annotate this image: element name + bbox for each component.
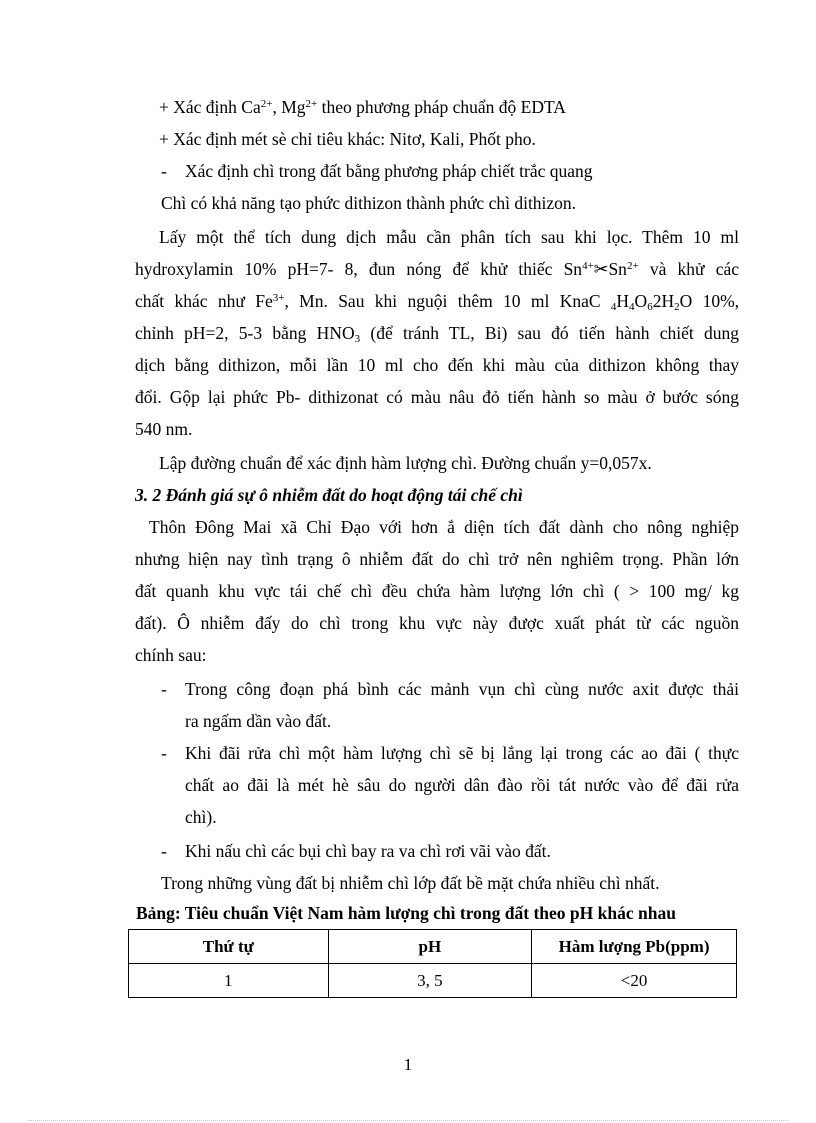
scissors-icon: ✂	[593, 259, 609, 279]
section-para-line-5: chính sau:	[135, 645, 207, 665]
text: H	[616, 291, 630, 311]
page-number: 1	[403, 1055, 413, 1074]
table-cell: <20	[532, 964, 737, 998]
bullet-dash: -	[161, 161, 167, 181]
method-lead-label: Xác định chì trong đất bằng phương pháp chiết trắc quang	[185, 161, 593, 181]
bullet-dash: -	[161, 743, 167, 763]
text: chỉnh pH=2, 5-3 bằng HNO	[135, 323, 355, 343]
text: O	[634, 291, 648, 311]
table-header-cell: pH	[328, 930, 532, 964]
table-header-row	[129, 930, 737, 964]
method-ca-mg-text: + Xác định Ca	[159, 97, 261, 117]
bullet-1-line-2: ra ngấm dần vào đất.	[185, 711, 332, 731]
superscript: 3+	[272, 292, 285, 304]
subscript: 4	[610, 301, 617, 313]
procedure-line-4	[135, 321, 739, 345]
bullet-2-line-1: Khi đãi rửa chì một hàm lượng chì sẽ bị lắng lại trong các ao đãi ( thực	[185, 743, 739, 763]
closing-sentence: Trong những vùng đất bị nhiễm chì lớp đất bề mặt chứa nhiều chì nhất.	[161, 873, 660, 893]
text: (để tránh TL, Bi) sau đó tiến hành chiết dung	[360, 323, 739, 343]
table-header-cell: Hàm lượng Pb(ppm)	[532, 930, 737, 964]
table-cell: 3, 5	[328, 964, 532, 998]
procedure-line-1: Lấy một thể tích dung dịch mẫu cần phân tích sau khi lọc. Thêm 10 ml	[159, 227, 739, 247]
subscript: 6	[647, 301, 653, 313]
superscript: 2+	[260, 98, 273, 110]
procedure-line-5: dịch bằng dithizon, mỗi lần 10 ml cho đến khi màu của dithizon không thay	[135, 355, 739, 375]
text: và khử các	[638, 259, 739, 279]
method-ca-mg-mid: , Mg	[272, 97, 306, 117]
subscript: 3	[354, 333, 361, 345]
subscript: 2	[674, 301, 680, 313]
text: , Mn. Sau khi nguội thêm 10 ml KnaC	[284, 291, 611, 311]
section-para-line-2: nhưng hiện nay tình trạng ô nhiễm đất do chì trở nên nghiêm trọng. Phần lớn	[135, 549, 739, 569]
bullet-dash: -	[161, 841, 167, 861]
section-para-line-1: Thôn Đông Mai xã Chỉ Đạo với hơn ắ diện tích đất dành cho nông nghiệp	[149, 517, 739, 537]
method-lead-desc: Chì có khả năng tạo phức dithizon thành phức chì dithizon.	[161, 193, 577, 213]
page-bottom-rule	[28, 1120, 788, 1121]
procedure-line-6: đổi. Gộp lại phức Pb- dithizonat có màu nâu đỏ tiến hành so màu ở bước sóng	[135, 387, 739, 407]
bullet-dash: -	[161, 679, 167, 699]
bullet-2-line-2: chất ao đãi là mét hè sâu do người dân đào rồi tát nước vào để đãi rửa	[185, 775, 739, 795]
bullet-3-line-1: Khi nấu chì các bụi chì bay ra va chì rơi vãi vào đất.	[185, 841, 551, 861]
procedure-line-3	[135, 289, 739, 313]
procedure-line-7: 540 nm.	[135, 419, 193, 439]
table-cell: 1	[129, 964, 329, 998]
text: O 10%,	[679, 291, 740, 311]
standards-table	[128, 929, 737, 998]
text: hydroxylamin 10% pH=7- 8, đun nóng để khử thiếc Sn	[135, 259, 583, 279]
subscript: 4	[629, 301, 635, 313]
text: chất khác như Fe	[135, 291, 273, 311]
section-heading: 3. 2 Đánh giá sự ô nhiễm đất do hoạt động tái chế chì	[135, 485, 523, 505]
procedure-line-2	[135, 257, 739, 281]
superscript: 4+	[582, 260, 594, 272]
method-ca-mg-line	[159, 95, 566, 119]
procedure-line-8: Lập đường chuẩn để xác định hàm lượng chì. Đường chuẩn y=0,057x.	[159, 453, 652, 473]
method-ca-mg-tail: theo phương pháp chuẩn độ EDTA	[317, 97, 566, 117]
superscript: 2+	[305, 98, 318, 110]
section-para-line-3: đất quanh khu vực tái chế chì đều chứa hàm lượng lớn chì ( > 100 mg/ kg	[135, 581, 739, 601]
text: Sn	[608, 259, 627, 279]
superscript: 2+	[626, 260, 639, 272]
table-caption: Bảng: Tiêu chuẩn Việt Nam hàm lượng chì trong đất theo pH khác nhau	[136, 903, 676, 923]
bullet-2-line-3: chì).	[185, 807, 217, 827]
section-para-line-4: đất). Ô nhiễm đấy do chì trong khu vực này được xuất phát từ các nguồn	[135, 613, 739, 633]
text: 2H	[652, 291, 675, 311]
table-row	[129, 964, 737, 998]
bullet-1-line-1: Trong công đoạn phá bình các mảnh vụn chì cùng nước axit được thải	[185, 679, 739, 699]
method-other-line: + Xác định mét sè chỉ tiêu khác: Nitơ, Kali, Phốt pho.	[159, 129, 536, 149]
table-header-cell: Thứ tự	[129, 930, 329, 964]
